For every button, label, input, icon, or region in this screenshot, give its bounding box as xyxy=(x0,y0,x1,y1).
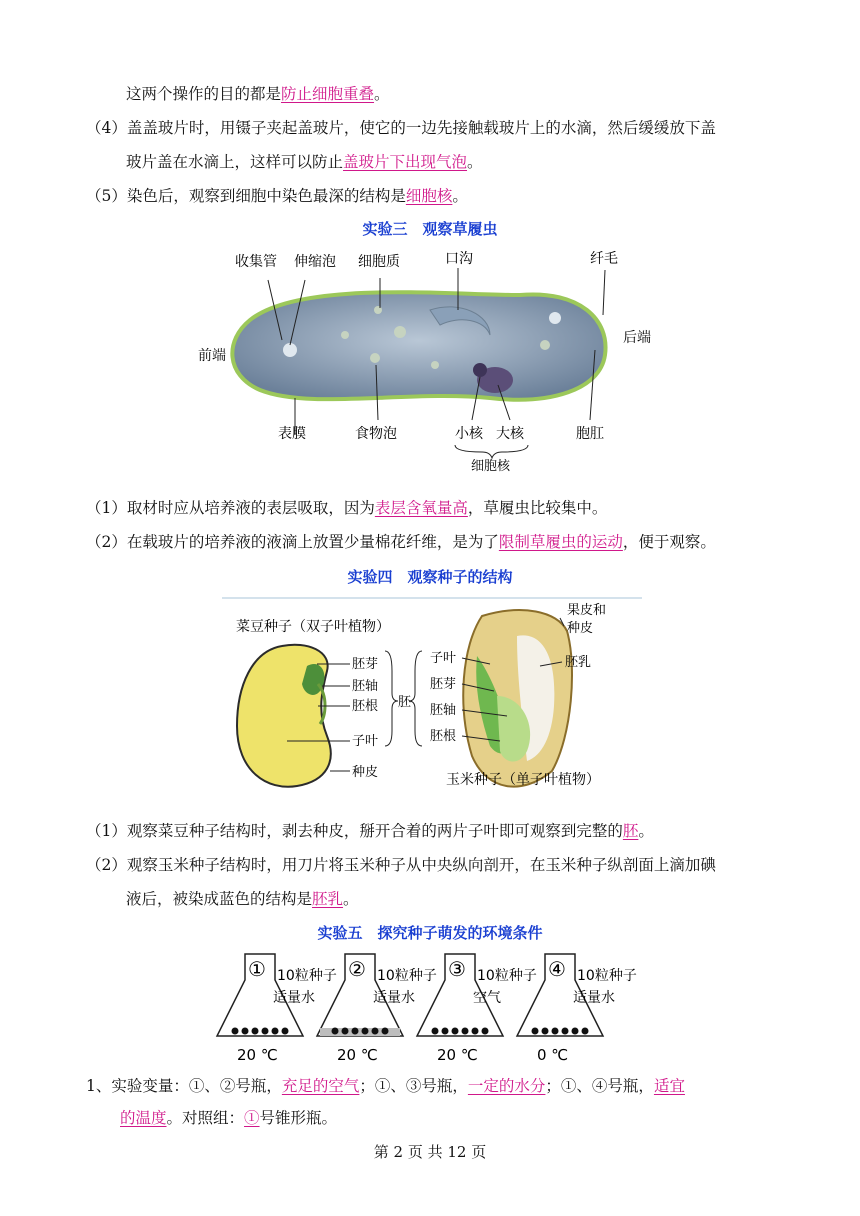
seed-dot xyxy=(562,1028,569,1035)
text: （5）染色后，观察到细胞中染色最深的结构是 xyxy=(86,187,406,205)
label-membrane: 表膜 xyxy=(278,426,306,442)
seed-dot xyxy=(452,1028,459,1035)
answer: 盖玻片下出现气泡 xyxy=(343,153,468,171)
seed-dot xyxy=(552,1028,559,1035)
flask-number: ④ xyxy=(548,957,566,981)
label-anal-pore: 胞肛 xyxy=(576,426,604,442)
exp4-question-2-line1: （2）观察玉米种子结构时，用刀片将玉米种子从中央纵向剖开，在玉米种子纵剖面上滴加碘 xyxy=(86,856,716,874)
answer: 细胞核 xyxy=(405,187,453,205)
flask-number: ③ xyxy=(448,957,466,981)
seed-dot xyxy=(382,1028,389,1035)
label-pericarp-1: 果皮和 xyxy=(567,603,607,618)
text: 。 xyxy=(374,85,390,103)
exp3-question-1 xyxy=(86,497,607,519)
seed-dot xyxy=(442,1028,449,1035)
answer: 充足的空气 xyxy=(281,1077,360,1095)
text: ，草履虫比较集中。 xyxy=(467,499,608,517)
flask-number: ② xyxy=(348,957,366,981)
label-cilia: 纤毛 xyxy=(590,251,618,267)
text: 玻片盖在水滴上，这样可以防止 xyxy=(126,153,344,171)
text: 。 xyxy=(343,890,359,908)
seed-dot xyxy=(282,1028,289,1035)
text: 。 xyxy=(638,822,654,840)
seed-dot xyxy=(272,1028,279,1035)
answer: 防止细胞重叠 xyxy=(281,85,375,103)
seed-dot xyxy=(362,1028,369,1035)
answer: 的温度 xyxy=(120,1109,167,1127)
seed-dot xyxy=(582,1028,589,1035)
paragraph-purpose xyxy=(126,83,390,105)
flask-label-condition: 适量水 xyxy=(373,990,415,1006)
seed-dot xyxy=(342,1028,349,1035)
seed-dot xyxy=(232,1028,239,1035)
paramecium-diagram xyxy=(190,240,670,475)
label-pericarp-2: 种皮 xyxy=(567,621,594,636)
text: 。 xyxy=(467,153,483,171)
label-corn-hypocotyl: 胚轴 xyxy=(430,703,457,718)
label-oral-groove: 口沟 xyxy=(445,251,473,267)
text: （1）取材时应从培养液的表层吸取，因为 xyxy=(86,499,375,517)
label-corn-plumule: 胚芽 xyxy=(430,677,457,692)
seed-dot xyxy=(472,1028,479,1035)
answer: ① xyxy=(244,1109,260,1127)
answer: 胚乳 xyxy=(312,890,344,908)
label-front: 前端 xyxy=(198,348,226,364)
flask-label-seeds: 10粒种子 xyxy=(577,968,637,984)
seed-dot xyxy=(432,1028,439,1035)
text: ；①、③号瓶， xyxy=(359,1077,468,1095)
answer: 一定的水分 xyxy=(467,1077,546,1095)
text: 这两个操作的目的都是 xyxy=(126,85,282,103)
text: 。对照组： xyxy=(166,1109,245,1127)
exp3-question-2 xyxy=(86,531,716,553)
exp4-question-2-line2 xyxy=(126,888,359,910)
flask-label-condition: 空气 xyxy=(473,990,501,1006)
seed-dot xyxy=(262,1028,269,1035)
experiment-5-title: 实验五 探究种子萌发的环境条件 xyxy=(317,924,543,942)
text: ，便于观察。 xyxy=(622,533,716,551)
label-endosperm: 胚乳 xyxy=(565,655,592,670)
paragraph-5 xyxy=(86,185,468,207)
flask-label-seeds: 10粒种子 xyxy=(477,968,537,984)
label-food-vacuole: 食物泡 xyxy=(355,426,397,442)
seed-dot xyxy=(352,1028,359,1035)
seed-structure-diagram xyxy=(222,596,642,801)
label-bean-hypocotyl: 胚轴 xyxy=(352,679,379,694)
label-bean-coat: 种皮 xyxy=(352,765,379,780)
answer: 胚 xyxy=(622,822,639,840)
label-bean-seed: 菜豆种子（双子叶植物） xyxy=(236,619,390,635)
flask-label-condition: 适量水 xyxy=(573,990,615,1006)
label-macronucleus: 大核 xyxy=(496,426,524,442)
answer: 表层含氧量高 xyxy=(374,499,468,517)
label-nucleus: 细胞核 xyxy=(471,459,511,474)
experiment-3-title: 实验三 观察草履虫 xyxy=(362,220,498,238)
flask-label-seeds: 10粒种子 xyxy=(277,968,337,984)
label-embryo: 胚 xyxy=(398,695,412,710)
text: （1）观察菜豆种子结构时，剥去种皮，掰开合着的两片子叶即可观察到完整的 xyxy=(86,822,623,840)
page-footer: 第 2 页 共 12 页 xyxy=(373,1143,487,1161)
seed-dot xyxy=(542,1028,549,1035)
seed-dot xyxy=(462,1028,469,1035)
label-corn-radicle: 胚根 xyxy=(430,729,457,744)
flask-label-seeds: 10粒种子 xyxy=(377,968,437,984)
experiment-4-title: 实验四 观察种子的结构 xyxy=(347,568,513,586)
flask-temperature: 20 ℃ xyxy=(237,1046,278,1064)
flask-1 xyxy=(217,954,337,1064)
label-bean-radicle: 胚根 xyxy=(352,699,379,714)
seed-dot xyxy=(532,1028,539,1035)
seed-dot xyxy=(332,1028,339,1035)
seed-dot xyxy=(242,1028,249,1035)
label-micronucleus: 小核 xyxy=(455,426,483,442)
flask-number: ① xyxy=(248,957,266,981)
seed-dot xyxy=(252,1028,259,1035)
answer: 适宜 xyxy=(653,1077,685,1095)
exp4-question-1 xyxy=(86,820,654,842)
label-back: 后端 xyxy=(623,330,651,346)
seed-dot xyxy=(572,1028,579,1035)
flask-temperature: 20 ℃ xyxy=(337,1046,378,1064)
text: 液后，被染成蓝色的结构是 xyxy=(126,890,313,908)
label-bean-cotyledon: 子叶 xyxy=(352,734,379,749)
flask-setup-diagram xyxy=(215,950,645,1068)
text: 。 xyxy=(452,187,468,205)
seed-dot xyxy=(372,1028,379,1035)
label-corn-cotyledon: 子叶 xyxy=(430,651,457,666)
text: ；①、④号瓶， xyxy=(545,1077,654,1095)
text: 1、实验变量：①、②号瓶， xyxy=(86,1077,282,1095)
flask-temperature: 0 ℃ xyxy=(537,1046,569,1064)
label-contractile-vacuole: 伸缩泡 xyxy=(294,254,336,270)
label-cytoplasm: 细胞质 xyxy=(358,254,400,270)
answer: 限制草履虫的运动 xyxy=(498,533,623,551)
label-collecting-tube: 收集管 xyxy=(235,254,277,270)
paragraph-4-line1: （4）盖盖玻片时，用镊子夹起盖玻片，使它的一边先接触载玻片上的水滴，然后缓缓放下盖 xyxy=(86,119,716,137)
text: （2）在载玻片的培养液的液滴上放置少量棉花纤维，是为了 xyxy=(86,533,499,551)
text: 号锥形瓶。 xyxy=(259,1109,338,1127)
exp5-variable-line1 xyxy=(86,1075,685,1097)
label-bean-plumule: 胚芽 xyxy=(352,657,379,672)
exp5-variable-line2 xyxy=(120,1107,337,1129)
flask-label-condition: 适量水 xyxy=(273,990,315,1006)
label-corn-seed: 玉米种子（单子叶植物） xyxy=(446,772,600,788)
seed-dot xyxy=(482,1028,489,1035)
flask-temperature: 20 ℃ xyxy=(437,1046,478,1064)
paragraph-4-line2 xyxy=(126,151,483,173)
